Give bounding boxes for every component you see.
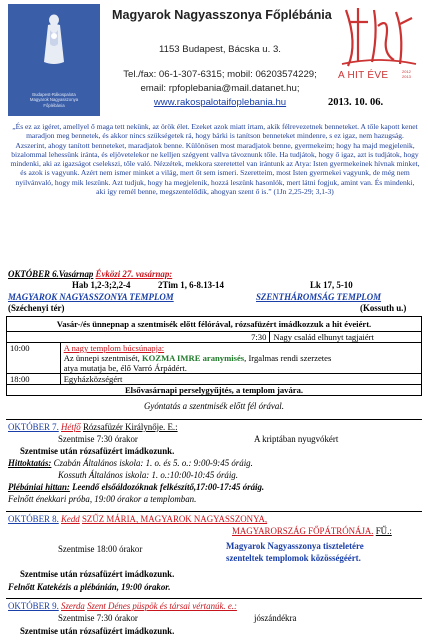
tuesday-mass-time: Szentmise 18:00 órakor [58, 544, 143, 554]
scripture-quote [10, 122, 420, 196]
quote-reference: (1Jn 2,25-29; 3,1-3) [273, 186, 334, 196]
parish-class-label: Plébániai hittan: [8, 482, 70, 492]
adult-catechesis: Felnőtt Katekézis a plébánián, 19:00 órakor. [8, 582, 171, 592]
mass-time: 10:00 [7, 343, 61, 374]
hittan-line: Kossuth Általános iskola: 1. o.:10:00-10:45 óráig. [58, 470, 238, 480]
wednesday-day: Szerda [61, 601, 85, 611]
sunday-schedule [6, 316, 422, 396]
year-of-faith-label: A HIT ÉVE [338, 70, 389, 81]
table-row [7, 332, 422, 343]
quote-text: „És ez az igéret, amellyel ő maga tett nekünk, az örök élet. Ezeket azok miatt írtam, akik félrevezetnek benneteket. A tőle kapott kenet maradjon meg bennetek, és akkor nincs szükségetek rá, hogy bárki is tanítson benneteket mindenre, s ez igaz, nem hazugság. Azszerint, ahogy tanított benneteket, maradjatok benne. Különösen most maradjatok benne, gyermekeim; hogy ha majd megjelenik, bizalommal lehessünk iránta, és eljövetelekor ne kelljen szégyent vallva távoznunk tőle. Ha tudjátok, hogy ő igaz, azt is tudjátok, hogy mindenki, aki az igazságot cselekszi, tőle való. Nézzétek, mekkora szeretettel van irántunk az Atya: Isten gyermekeinek hívnak minket, és azok is vagyunk. Azért nem ismer minket a világ, mert őt sem ismeri. Szeretteim, most Isten gyermekei vagyunk, de még nem nyilvánvaló, hogy mik leszünk. Azt tudjuk, hogy ha megjelenik, hozzá leszünk hasonlók, mert látni fogjuk, amint van. És mindenki, aki így remél benne, megszentelődik, ahogyan szent ő is.” [10, 122, 420, 196]
hittan-label: Hittoktatás: [8, 458, 52, 468]
tuesday-date: OKTÓBER 8. [8, 514, 59, 524]
tuesday-rosary: Szentmise után rózsafüzért imádkozunk. [20, 569, 175, 579]
wednesday-mass-time: Szentmise 7:30 órakor [58, 613, 138, 623]
mass-intention [60, 343, 421, 374]
tuesday-feast: SZŰZ MÁRIA, MAGYAROK NAGYASSZONYA, [81, 514, 268, 524]
logo-caption: Budapest-Rákospalota Magyarok Nagyasszonya Főplébánia [29, 92, 79, 108]
mass-text: Az ünnepi szentmisét, [63, 353, 142, 363]
celebrant-name: KOZMA IMRE aranymisés [141, 353, 245, 363]
monday-feast: Rózsafüzér Királynője. E.: [82, 422, 178, 432]
mass-intention: Egyházközségért [60, 374, 421, 385]
wednesday-mass-intention: jószándékra [254, 613, 297, 623]
table-row [7, 385, 422, 396]
sunday-heading [8, 269, 172, 280]
hittan-line: Czabán Általános iskola: 1. o. és 5. o.: 9:00-9:45 óráig. [51, 458, 253, 468]
address: 1153 Budapest, Bácska u. 3. [159, 44, 281, 55]
wednesday-rosary: Szentmise után rózsafüzért imádkozunk. [20, 626, 175, 636]
tuesday-feast-line2 [232, 526, 392, 537]
rosary-note: Vasár-/és ünnepnap a szentmisék előtt félórával, rózsafüzért imádkozzuk a hit éveiért. [7, 317, 422, 332]
tuesday-day: Kedd [61, 514, 80, 524]
reading-2: 2Tim 1, 6-8.13-14 [158, 280, 224, 290]
divider [6, 511, 422, 512]
phone: Tel./fax: 06-1-307-6315; mobil: 06203574229; [123, 69, 317, 80]
monday-mass-intention: A kriptában nyugvókért [254, 434, 339, 444]
mass-text: , Irgalmas rendi szerzetes [244, 353, 332, 363]
reading-1: Hab 1,2-3;2,2-4 [72, 280, 131, 290]
gospel: Lk 17, 5-10 [310, 280, 353, 290]
wednesday-feast: Szent Dénes püspök és társai vértanúk. e.: [87, 601, 237, 611]
divider [6, 598, 422, 599]
left-church-location: (Széchenyi tér) [8, 303, 65, 313]
table-row [7, 343, 422, 374]
choir-rehearsal: Felnőtt énekkari próba, 19:00 órakor a templomban. [8, 494, 197, 504]
parish-class-text: Leendő elsőáldozóknak felkészítő,17:00-17:45 óráig. [69, 482, 265, 492]
wednesday-heading [8, 601, 237, 612]
bulletin-date: 2013. 10. 06. [328, 97, 384, 108]
year-of-faith-years: 2012 2013 [402, 69, 411, 79]
mass-text: atya mutatja be, élő Varró Árpádért. [63, 363, 187, 373]
tuesday-mass-intention: szenteltek templomok közösségéért. [226, 553, 361, 563]
tuesday-feast: MAGYARORSZÁG FŐPÁTRÓNÁJA. [232, 526, 374, 536]
tuesday-heading [8, 514, 267, 525]
monday-rosary: Szentmise után rózsafüzért imádkozunk. [20, 446, 175, 456]
feast-title: A nagy templom búcsúnapja: [63, 343, 165, 353]
mass-time: 18:00 [7, 374, 61, 385]
divider [6, 419, 422, 420]
monday-parish-class [8, 482, 264, 493]
wednesday-date: OKTÓBER 9. [8, 601, 59, 611]
monday-mass-time: Szentmise 7:30 órakor [58, 434, 138, 444]
mass-intention: Nagy család elhunyt tagjaiért [270, 332, 422, 343]
table-row [7, 374, 422, 385]
church-name: Magyarok Nagyasszonya Főplébánia [112, 8, 332, 22]
sunday-date: OKTÓBER 6. [8, 269, 59, 279]
monday-hittan [8, 458, 253, 469]
tuesday-mass-intention: Magyarok Nagyasszonya tiszteletére [226, 541, 364, 551]
tuesday-rank: FŰ.: [375, 526, 392, 536]
right-church-name: SZENTHÁROMSÁG TEMPLOM [256, 292, 382, 302]
table-row [7, 317, 422, 332]
sunday-feast: Évközi 27. vasárnap: [95, 269, 173, 279]
confession-note: Gyóntatás a szentmisék előtt fél órával. [143, 401, 284, 411]
parish-logo [8, 4, 100, 116]
sunday-day: Vasárnap [58, 269, 94, 279]
email: email: rpfoplebania@mail.datanet.hu; [140, 83, 300, 94]
left-church-name: MAGYAROK NAGYASSZONYA TEMPLOM [8, 292, 174, 302]
mass-time: 7:30 [60, 332, 270, 343]
madonna-statue-icon [38, 14, 70, 66]
collection-note: Elsővasárnapi perselygyűjtés, a templom javára. [7, 385, 422, 396]
monday-heading [8, 422, 178, 433]
website-link[interactable]: www.rakospalotaifoplebania.hu [153, 97, 287, 108]
right-church-location: (Kossuth u.) [360, 303, 407, 313]
monday-day: Hétfő [61, 422, 81, 432]
monday-date: OKTÓBER 7. [8, 422, 59, 432]
